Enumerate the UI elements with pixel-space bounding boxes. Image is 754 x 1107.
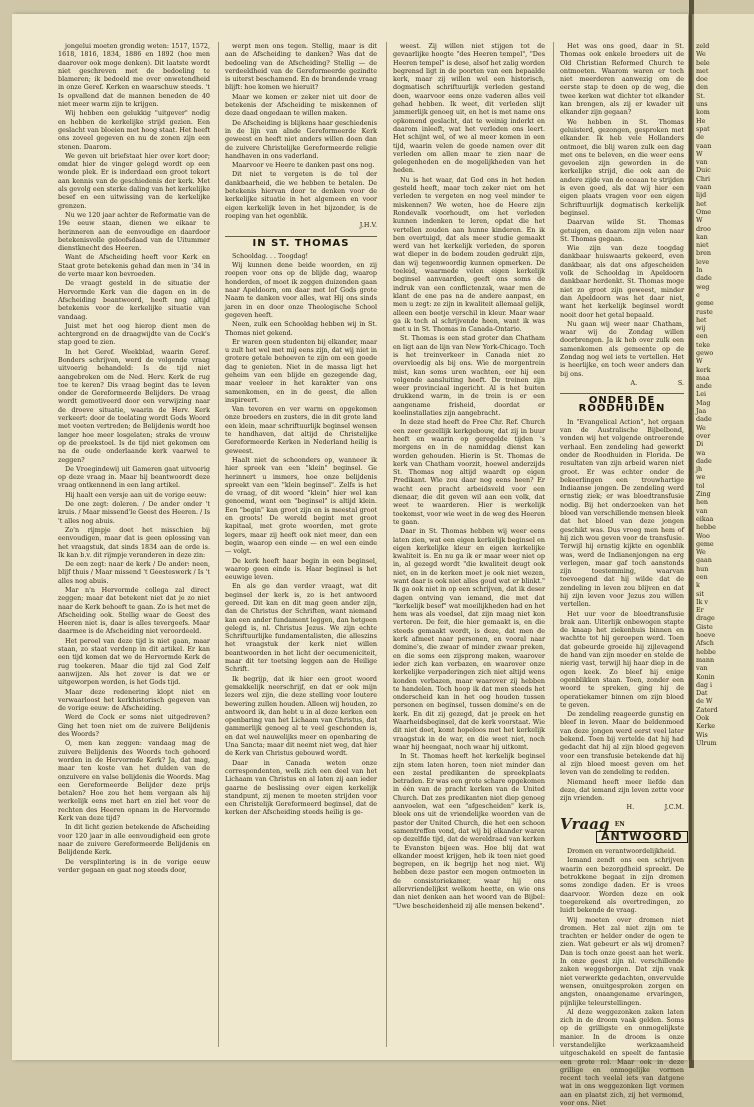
paragraph: Wij hebben een gelukkig "uitgever" nodig en hebben de kerkelijke strijd gezien. Een geslacht van bloeien met hoog staat. Het heeft ons zoveel gegeven en nu de zonen zijn een stenen. Daarom.: [58, 109, 210, 151]
side-fragment: we: [696, 473, 706, 482]
paragraph: De versplintering is in de vorige eeuw verder gegaan en gaat nog steeds door,: [58, 857, 210, 874]
paragraph: Nu we 120 jaar achter de Reformatie van de 19e eeuw staan, dienen we eikaar te herinneren aan de eenvoudige en daardoor betekenisvolle geloofsdaad van de Uitummer dienstknecht des Heeren.: [58, 210, 210, 253]
side-fragment: van: [696, 506, 708, 515]
side-fragment: bren: [696, 249, 712, 258]
paragraph: In "Evangelical Action", het orgaan van de Australische Bijbelbond, vonden wij het volgende ontroerende verhaal. Een zendeling had gewerkt onder de Roodhuiden in Florida. De resultaten van zijn arbeid waren niet groot. Er was echter onder de bekeerlingen een trouwhartige Indiaanse jongen. De zendeling werd ernstig ziek; er was bloedtransfusie nodig. Bij het onderzoeken van het bloed van verschillende mensen bleek dat het bloed van deze jongen geschikt was. Dus vroeg men hem of hij zich wou geven voor de transfusie. Terwijl hij ernstig kijkte en ogenblik was, werd de Indianenjongen na erg verlegen, maar gaf toch aanstonds zijn toestemming, waarvan toevoegend dat hij wilde dat de zendeling in leven zou blijven en dat hij zijn leven voor Jezus zou willen vertellen.: [560, 417, 684, 609]
side-fragment: teke: [696, 340, 711, 349]
side-fragment: bele: [696, 58, 710, 67]
side-fragment: den: [696, 83, 708, 92]
side-fragment: kom: [696, 108, 710, 117]
paragraph: Van tevoren en ver warm en opgekomen onze broeders en zusters, die in dit grote land een klein, maar schriftuurlijk beginsel wensen te handhaven, dat altijd de Christelijke Gereformeerde Kerken in Nederland heilig is geweest.: [225, 405, 377, 455]
side-fragment: weg: [696, 282, 710, 291]
side-fragment: hun: [696, 564, 709, 573]
side-fragment: maa: [696, 373, 710, 382]
side-fragment: drage: [696, 614, 715, 623]
side-fragment: Zing: [696, 490, 711, 499]
side-fragment: Giste: [696, 622, 713, 631]
paragraph: In deze stad heeft de Free Chr. Ref. Church een zeer gezellijk kerkgebouw, dat zij in buur heeft en waarin op geregelde tijden 's morgens en in de namiddag dienst kan worden gehouden. Hierin is St. Thomas de kerk van Chatham voorzit, hoewel anderzijds St. Thomas nog altijd waardt op eigen Predikant. Wie zou daar nog eens heen? Er wacht een pracht arbeidsveld voor een dienaar, die dit geven wil aan een volk, dat weet te waarderen. Hier is werkelijk toekomst, voor wie weet in de weg des Heeren te gaan.: [393, 418, 545, 526]
side-fragment: tol: [696, 481, 705, 490]
side-fragment: een: [696, 332, 708, 341]
side-fragment: wa: [696, 448, 706, 457]
side-fragment: Lei: [696, 390, 707, 399]
paragraph: Wie zijn van deze toogdag dankbaar huiswaarts gekeerd, even dankbaar, als dat ons afgescheiden volk de Schooldag in Apeldoorn dankbaar herdenkt. St. Thomas moge niet zo groot zijn geweest, minder dan Apeldoorn was het daar niet, want het kerkelijk beginsel wordt nooit door het getal bepaald.: [560, 244, 684, 319]
paragraph: Het peroel van deze tijd is niet gaan, maar staan, zo staat verdenp in dit artikel. Er kan een tijd komen dat we de Hervormde Kerk de rug toekeren. Maar die tijd zal God Zelf aanwijzen. Als het zover is dat we er uitgeworpen worden, is het Gods tijd.: [58, 636, 210, 687]
side-fragment: dade: [696, 274, 712, 283]
side-fragment: Ook: [696, 714, 709, 723]
paragraph: En als ge dan verder vraagt, wat dit beginsel der kerk is, zo is het antwoord gereed. Dit kan en dit mag geen ander zijn, dan de Christus der Schriften, want niemand kan een ander fundament leggen, dan hetgeen gelegd is, nl. Christus Jezus. We zijn echte Schriftuurlijke fundamentalisten, die alleszins het vraagstuk der kerk niet willen beantwoorden in het licht der oecumeniciteit, maar dit ter toetsing leggen aan de Heilige Schrift.: [225, 582, 377, 674]
side-fragment: W: [696, 357, 703, 366]
paragraph: Nu gaan wij weer naar Chatham, waar wij de Zondag willen doorbrengen. Ja ik heb over zulk een samenkomen als gemeente op de Zondag nog wel iets te vertellen. Het is heerlijke, en toch weer anders dan bij ons.: [560, 319, 684, 378]
side-fragment: wij: [696, 324, 706, 333]
side-fragment: St.: [696, 91, 705, 100]
side-fragment: doe: [696, 75, 708, 84]
side-fragment: kan: [696, 232, 708, 241]
side-fragment: Ulrum: [696, 738, 717, 747]
paragraph: De zendeling reageerde gunstig en bleef in leven. Maar de beldenmoed van deze jongen werd eerst veel later bekend. Toen bij vertelde dat hij had gedacht dat hij al zijn bloed gegeven voor een transfusie betekende dat hij al zijn bloed moest geven om het leven van de zendeling te redden.: [560, 710, 684, 777]
column-rule: [553, 42, 554, 1047]
side-fragment: over: [696, 431, 711, 440]
paragraph: Ik begrijp, dat ik hier een groot woord gemakkelijk neerschrijf, en dat er ook mijn lezers wel zijn, die deze stelling voor loutere bewering zullen houden. Alleen wij houden, zo antwoord ik, dan hebt u in al deze kerken een openbaring van het Lichaam van Christus, dat gammerlijk genoeg al te veel geschonden is, en dat wel nauwelijks meer en openbaring de Una Sancta; maar dit neemt niet weg, dat hier de Kerk van Christus gebouwd wordt.: [225, 674, 377, 758]
signature: J.H.V.: [359, 221, 377, 230]
side-fragment: Wis: [696, 730, 708, 739]
side-fragment: dag i: [696, 680, 713, 689]
side-fragment: Woo: [696, 531, 710, 540]
side-fragment: een: [696, 573, 708, 581]
side-fragment: We: [696, 423, 706, 432]
paragraph: De Afscheiding is blijkens haar geschiedenis in de lijn van alnde Gereformeerde Kerk geweest en heeft niet anders willen doen dan de zuivere Christelijke Gereformeerde religie handhaven in ons vaderland.: [225, 118, 377, 160]
antwoord-heading: ANTWOORD: [596, 831, 688, 843]
paragraph: De een zegt: naar de kerk / De ander: neen, blijf thuis / Maar missend 't Geesteswerk / Is 't alles nog abuis.: [58, 560, 210, 585]
side-fragment: van: [696, 664, 708, 673]
paragraph: In St. Thomas heeft het kerkelijk beginsel zijn stem laten horen, toen niet minder dan een zestal predikanten de spreekplaats betraden. Er was een grote schare opgekomen in één van de pracht kerken van de United Church. Dat zes predikanten niet diep genoeg aanvoelen, wat een "afgescheiden" kerk is, bleek ons uit de vriendelijke woorden van de pastor der United Church, die het een schoon samentreffen vond, dat wij bij elkander waren op dezelfde tijd, dat de wereldraad van kerken te Evanston bijeen was. Hoe blij dat wat elkander moest krijgen, heb ik toen niet goed begrepen, en ik begrijp het nog niet. Wij hebben deze pastor een mogen ontmoeten in de consistoriekamer, waar hij ons allervriendelijkst welkom heette, en wie ons dan niet denken aan het woord van de Bijbel: "Uwe bescheidenheid zij alle mensen bekend".: [393, 752, 545, 910]
side-fragment: leve: [696, 257, 710, 266]
side-fragment: Ik v: [696, 597, 709, 606]
side-fragment: Kerke: [696, 722, 716, 731]
side-fragment: mann: [696, 655, 715, 664]
column-1: [58, 42, 210, 1052]
paragraph: weest. Zij willen niet stijgen tot de gevaarlijke hoogte "des Heeren tempel", "Des Heeren tempel" is dese, alsof het zalig worden begrensd ligt in de poorten van een bepaalde kerk, maar zij willen wel een historisch, dogmatisch schriftuurlijk verleden gestand doen, waarvoor eens onze vaderen alles veil gehad hebben. Ik weet, dit verleden slijt jammerlijk genoeg uit, en het is met name ons opkomend geslacht, dat te weinig inderkt en daarom inleeft, wat het verleden ons leert. Het schijnt wel, of we al meer komen in een tijd, waarin velen de goede namen over dit verleden om allen maar te zien naar de gelegenheden en de mogelijkheden van het heden.: [393, 42, 545, 175]
signature: H. J.C.M.: [626, 803, 684, 812]
side-fragment: He: [696, 116, 706, 125]
side-fragment: niet: [696, 241, 709, 250]
paragraph: Nu is het waar, dat God ons in het heden gesteld heeft, maar toch zeker niet om het verleden te vergeten en nog veel minder te miskennen? We weten, hoe de Heere zijn Rondevalk voorhoudt, om het verleden kunnen indenken te leren, opdat die het vertellen zouden aan hunne kinderen. En ik ben overtuigd, dat als meer studie gemaakt werd van het kerkelijk verleden, de sporen wat dieper in de bodem zouden gedrukt zijn, dan wij tegenwoordig kunnen opmerken. De toeleid, waarmede velen eigen kerkelijk beginsel aanvaarden, geeft ons soms de indruk van een conflictenzak, waar men de klant de ene pas na de andere aanpast, en men u zegt: ze zijn in kwaliteit allemaal gelijk, alleen een beetje verschil in kleur. Maar waar ga ik toch al schrijvende heen, want ik was met u in St. Thomas in Canada-Ontario.: [393, 175, 545, 334]
side-fragment: Duic: [696, 166, 711, 175]
paragraph: Mar n'n Hervormde collega zal direct zeggen; maar dat betekent niet dat je zo niet naar de Kerk behoeft te gaan. Zo is het met de Afscheiding ook. Stellig waar de Geest des Heeren niet is, daar is alles tevergeefs. Maar daarmee is de Afscheiding niet veroordeeld.: [58, 586, 210, 636]
column-rule: [386, 42, 387, 1047]
paragraph: Juist met het oog hierop dient men de achtergrond en de draagwijdte van de Cock's stap goed te zien.: [58, 321, 210, 347]
side-fragment: hebbe: [696, 647, 716, 656]
paragraph: De Vroegindewij uit Gameren gaat uitvoerig op deze vraag in. Maar hij beantwoordt deze vraag ontkennend in een lang artikel.: [58, 464, 210, 490]
side-fragment: vaan: [696, 141, 712, 150]
paragraph: St. Thomas is een stad groter dan Chatham en ligt aan de lijn van New York-Chicago. Toch is het treinverkeer in Canada niet zo overvloedig als bij ons. Wie de morgentrein mist, kan soms uren wachten, eer hij een volgende aansluiting heeft. De treinen zijn weer provinciaal ingericht. Al is het buiten drukkend warm, in de trein is er een aangename frisheid, doordat er koelinstallaties zijn aangebracht.: [393, 334, 545, 418]
paragraph: Iemand zendt ons een schrijven waarin een bezorgdheid spreekt. De betrokkene begaat in zijn dromen soms zondige daden. Er is vrees daarvoor. Worden deze en ook toegerekend als overtredingen, zo luidt bekende de vraag.: [560, 856, 684, 915]
side-fragment: dade: [696, 415, 712, 424]
signature: A. S.: [630, 378, 684, 387]
paragraph: De vraagt gesteld in de situatie der Hervormde Kerk van die dagen en in de Afscheiding beantwoord, heeft nog altijd betekenis voor de kerkelijke situatie van vandaag.: [58, 279, 210, 321]
side-fragment: de W: [696, 697, 713, 706]
side-fragment: Zaterd: [696, 705, 718, 714]
side-fragment: lijd: [696, 191, 707, 200]
side-fragment: droo: [696, 224, 711, 233]
paragraph: We hebben in St. Thomas geluisterd, gezongen, gesproken met elkander. Ik heb vele Hollanders ontmoet, die blij waren zulk een dag met ons te beleven, en die weer eens gevoelen zijn geworden in de kerkelijke strijd, die ook aan de andere zijde van de oceaan te strijden is even goed, als dat wij hier een eigen plaats vragen voor een eigen Schriftuurlijk dogmatisch kerkelijk beginsel.: [560, 117, 684, 217]
paragraph: Het was ons goed, daar in St. Thomas ook enkele broeders uit de Old Christian Reformed Church te ontmoeten. Waarom waren er toch niet meerderen aanwezig om de eerste stap te doen op de weg, die twee kerken wat dichter tot elkander kan brengen, als zij er kwader uit elkander zijn gegaan?: [560, 42, 684, 117]
paragraph: Neen, zulk een Schooldag hebben wij in St. Thomas niet gekend.: [225, 320, 377, 337]
paragraph: Zo'n rijmpje doet het misschien bij eenvoudigen, maar dat is geen oplossing van het vraagstuk, dat sinds 1834 aan de orde is. Ik kan b.v. dit rijmpje veranderen in deze zin:: [58, 525, 210, 559]
paragraph: Maar we komen er zeker niet uit door de betekenis der Afscheiding te miskennen of deze daad ongedaan te willen maken.: [225, 92, 377, 118]
side-fragment: het: [696, 315, 707, 324]
side-fragment: Mag: [696, 398, 711, 407]
side-fragment: e: [696, 290, 700, 299]
column-4: [560, 42, 684, 1107]
paragraph: Dromen en verantwoordelijkheid.: [567, 847, 676, 856]
side-fragment: geme: [696, 299, 714, 308]
side-fragment: Chri: [696, 174, 711, 183]
side-fragment: dade: [696, 456, 712, 465]
side-fragment: Di: [696, 440, 704, 449]
side-fragment: Konin: [696, 672, 715, 681]
paragraph: Al deze weggezonken zaken laten zich in de droom vaak gelden. Soms op de grilligste en onmogelijkste manier. In de droom is onze verstandelijke werkzaamheid uitgeschakeld en speelt de fantasie een grote rol. Maar ook in deze grillige en onmogelijke vormen recent toch veelal iets van datgene wat in ons weggezonken ligt vormen aan en plaatst zich, zij het vermomd, voor ons. Niet: [560, 1007, 684, 1107]
side-fragment: kerk: [696, 365, 711, 374]
side-fragment: Jaa: [696, 407, 707, 416]
side-fragment: hebbe: [696, 523, 716, 532]
paragraph: De kerk heeft haar begin in een beginsel, waarop geen einde is. Haar beginsel is het eeuwige leven.: [225, 556, 377, 582]
paragraph: We geven uit briefstaat hier over kort door; omdat hier de vinger gelegd wordt op een wonde plek. Er is inderdaad een groot tekort aan kennis van de geschiedenis der kerk. Met als gevolg een sterke daling van het kerkelijke besef en een uitwissing van de kerkelijke grenzen.: [58, 151, 210, 210]
side-fragment: van: [696, 158, 708, 167]
side-fragment: W: [696, 216, 703, 225]
side-fragment: zeld: [696, 42, 710, 50]
side-fragment: Dat: [696, 689, 708, 698]
side-fragment: We: [696, 548, 706, 557]
side-fragment: eikaa: [696, 514, 714, 523]
side-fragment: Er: [696, 606, 704, 615]
paragraph: Want de Afscheiding heeft voor Kerk en Staat grote betekenis gehad dan men in '34 in de verte maar kon bevroeden.: [58, 253, 210, 279]
side-fragment: Ome: [696, 207, 712, 216]
section-title-onder-de-roodhuiden: ONDER DE ROODHUIDEN: [560, 393, 684, 414]
side-fragment: uns: [696, 100, 708, 109]
paragraph: Daar in St. Thomas hebben wij weer eens laten zien, wat een eigen kerkelijk beginsel en eigen kerkelijke kleur en eigen kerkelijke kwaliteit is. En nu ga ik er maar weer niet op in, al gezegd wordt "die kwaliteit deugt ook niet, en in de kerken moet je ook niet wezen, want daar is ook niet alles goud wat er blinkt." Ik ga ook niet in op een schrijven, dat ik deser dagen ontving van iemand, die met dat "kerkelijk besef" wat moeilijkheden had en het hem was als voedsel, dat zijn maag niet kon verteren. De feit, die hier gemaakt is, en die steeds gemaakt wordt, is deze, dat men de kerk afmeet naar personen, en vooral naar domine's, die zwaar of minder zwaar preken, en die soms een zijsprong maken, waarover ieder zich kan verbazen, en waarover onze kerkelijke verpaderingen zich niet altijd wens konden verbazen, maar waarover zij hebben te handelen. Toch hoop ik dat men steeds het onderscheid kan in het oog houden tussen personen en beginsel, tussen domine's en de kerk. En dit zij gezegd, dat je preek en het Waarheidsbeginsel, dat de kerk voorstaat. Wie dit niet doet, komt hopeloos met het kerkelijk vraagstuk in de war, en die weet niet, noch waar hij heengaat, noch waar hij uitkomt.: [393, 527, 545, 751]
paragraph: jongelui moeten grondig weten: 1517, 1572, 1618, 1816, 1834, 1886 en 1892 (hoe men daarover ook moge denken). Dit laatste wordt niet geschreven met de bedoeling te blameren; ik bedoeld me over onwetendheid in onze Geref. Kerken en waarschuw steeds. 't Is opvallend dat de mannen beneden de 40 niet meer warm zijn te krijgen.: [58, 42, 210, 109]
side-fragment: We: [696, 50, 706, 59]
paragraph: O, men kan zeggen: vandaag mag de zuivere Belijdenis des Woords toch gehoord worden in de Hervormde Kerk? Ja, dat mag, maar ten koste van het dulden van de onzuivere en valse belijdenis die Woords. Mag een Gereformeerde Belijder deze prijs betalen? Hoe zou het hem vergaan als hij werkelijk eens met hart en ziel het voor de rechten des Heeren opnam in de Hervormde Kerk van deze tijd?: [58, 739, 210, 823]
paragraph: In dit licht gezien betekende de Afscheiding voor 120 jaar in alle eenvoudigheid een grote naar de zuivere Gereformeerde Belijdenis en Belijdende Kerk.: [58, 823, 210, 857]
side-fragment: gewo: [696, 348, 714, 357]
side-fragment: het: [696, 199, 707, 208]
side-fragment: Afsch: [696, 639, 714, 648]
paragraph: Maar deze redenering klopt niet en verwaarloost het kerkhistorisch gegeven van de vorige eeuw: de Afscheiding.: [58, 687, 210, 713]
side-fragment: gaan: [696, 556, 712, 565]
paragraph: Schooldag. . . Toogdag!: [232, 251, 309, 260]
column-3: [393, 42, 545, 1052]
column-2: [225, 42, 377, 1052]
side-fragment: met: [696, 66, 709, 75]
paragraph: Er waren geen studenten bij elkander, maar u zult het wel met mij eens zijn, dat wij niet in grotere getale behoeven te zijn om een goede dag te genieten. Niet in de massa ligt het geheim van een blijde en gezegende dag, maar veeleer in het karakter van ons samenkomen, en in de geest, die allen inspireert.: [225, 337, 377, 404]
paragraph: Wij kunnen dene beide woorden, en zij roepen voor ons op de blijde dag, waarop honderden, of moet ik zeggen duizenden gaan naar Apeldoorn, om daar met lof Gods grote Naam te danken voor alles, wat Hij ons sinds jaren in en door onze Theologische School gegeven heeft.: [225, 261, 377, 319]
vraag-en-antwoord-heading: Vraag EN: [560, 814, 625, 833]
side-fragment: ruste: [696, 307, 713, 316]
paragraph: Niemand heeft meer liefde dan deze, dat iemand zijn leven zette voor zijn vrienden.: [560, 777, 684, 803]
side-fragment: sit: [696, 589, 704, 598]
paragraph: Maarvoor ve Heere te danken past ons nog.: [232, 161, 375, 170]
paragraph: werpt men ons tegen. Stellig, maar is dit aan de Afscheiding te danken? Was dat de bedoeling van de Afscheiding? Stellig — de verdeeldheid van de Gereformeerde gezindte is uiterst beschamend. En de brandende vraag blijft: hoe komen we hieruit?: [225, 42, 377, 92]
side-fragment: hoeve: [696, 631, 716, 640]
paragraph: Wij moeten over dromen niet dromen. Het zal niet zijn om te trachten er helder onder de ogen te zien. Wat gebeurt er als wij dromen? Dan is toch onze geest aan het werk. In onze geest zijn nl. verschillende zaken weggeborgen. Dat zijn vaak niet verwerkte gedachten, onvervulde wensen, onuitgesproken zorgen en angsten, onaangename ervaringen, pijnlijke teleurstellingen.: [560, 915, 684, 1007]
section-title-in-st-thomas: IN ST. THOMAS: [225, 236, 377, 248]
column-rule: [218, 42, 219, 1047]
paragraph: Werd de Cock er soms niet uitgedreven? Ging het toen niet om de zuivere Belijdenis des Woords?: [58, 713, 210, 739]
side-fragment: vaan: [696, 183, 712, 192]
side-fragment: In: [696, 266, 703, 275]
side-fragment: jh: [696, 465, 703, 474]
paragraph: De one zegt: doleren. / De ander onder 't kruis. / Maar missend'le Geest des Heeren. / Is 't alles nog abuis.: [58, 500, 211, 525]
side-fragment: de: [696, 133, 704, 142]
side-fragment: W: [696, 149, 703, 158]
side-fragment: k: [696, 581, 700, 590]
paragraph: Daarvan wilde St. Thomas getuigen, en daarom zijn velen naar St. Thomas gegaan.: [560, 218, 684, 243]
paragraph: In het Geref. Weekblad, waarin Geref. Bonders schrijven, werd de volgende vraag uitvoerig behandeld: Is de tijd niet aangebroken om de Ned. Herv. Kerk de rug toe te keren? Dis vraag begint das te leven onder de Gereformeerde Belijders. De vraag wordt gemotiveerd door een verwijzing naar de droeve situatie, waarin de Herv. Kerk verkeert: door de toelating wordt Gods Woord met voeten vertreden; de Belijdenis wordt hoe langer hoe meer losgelaten; straks de vrouw op de preekstoel. Is de tijd niet gekomen om na de oude onderlaande kerk vaarwel te zeggen?: [58, 347, 210, 464]
paragraph: Hij haalt een versje aan uit de vorige eeuw:: [65, 490, 207, 499]
side-fragment: ande: [696, 382, 712, 391]
paragraph: Haalt niet de schoonders op, wanneer ik hier spreek van een "klein" beginsel. Ge herinnert u immers, hoe onze belijdenis spreekt van een "klein beginsel". Zelfs is het de vraag, of dit woord "klein" hier wel kan genoemd, want een "beginsel" is altijd klein. Een "begin" kan groot zijn en is meestal groot en groots! De wereld begint met groot kapitaal, met grote woorden, met grote legers, maar zij heeft ook niet meer, dan een begin, waarop een einde — en wel een einde — volgt.: [225, 455, 377, 556]
side-fragment: geme: [696, 539, 714, 548]
paragraph: Daar in Canada weten onze correspondenten, welk zich een deel van het Lichaam van Christus en al laten zij aan ieder gaarne de beslissing over eigen kerkelijk standpunt, zij menen te moeten strijden voor een Christelijk Gereformeerd beginsel, dat de kerken der Afscheiding steeds heilig is ge-: [225, 758, 377, 817]
side-fragment: hen: [696, 498, 709, 507]
paragraph: Het uur voor de bloedtransfusie brak aan. Uiterlijk onbewogen stapte de knaap het ziekenhuis binnen en wachtte tot hij geroepen werd. Toen dat gebeurde groeide hij zijlevagend de hand van zijn moeder en stelde de nierig vast, terwijl hij haar diep in de ogen keek. Zo bleef hij enige ogenblikken staan. Toen, zonder een woord te spreken, ging hij de operatiekamer binnen om zijn bloed te geven.: [560, 609, 684, 709]
side-fragment: spat: [696, 124, 710, 133]
adjacent-page-fragments: [696, 42, 736, 1052]
paragraph: Dit niet te vergeten is de tol der dankbaarheid, die we hebben te betalen. De betekenis hiervan door te denken voor de kerkelijke situatie in het algemeen en voor eigen kerkelijk leven in het bijzonder, is de roeping van het ogenblik.: [225, 170, 377, 220]
